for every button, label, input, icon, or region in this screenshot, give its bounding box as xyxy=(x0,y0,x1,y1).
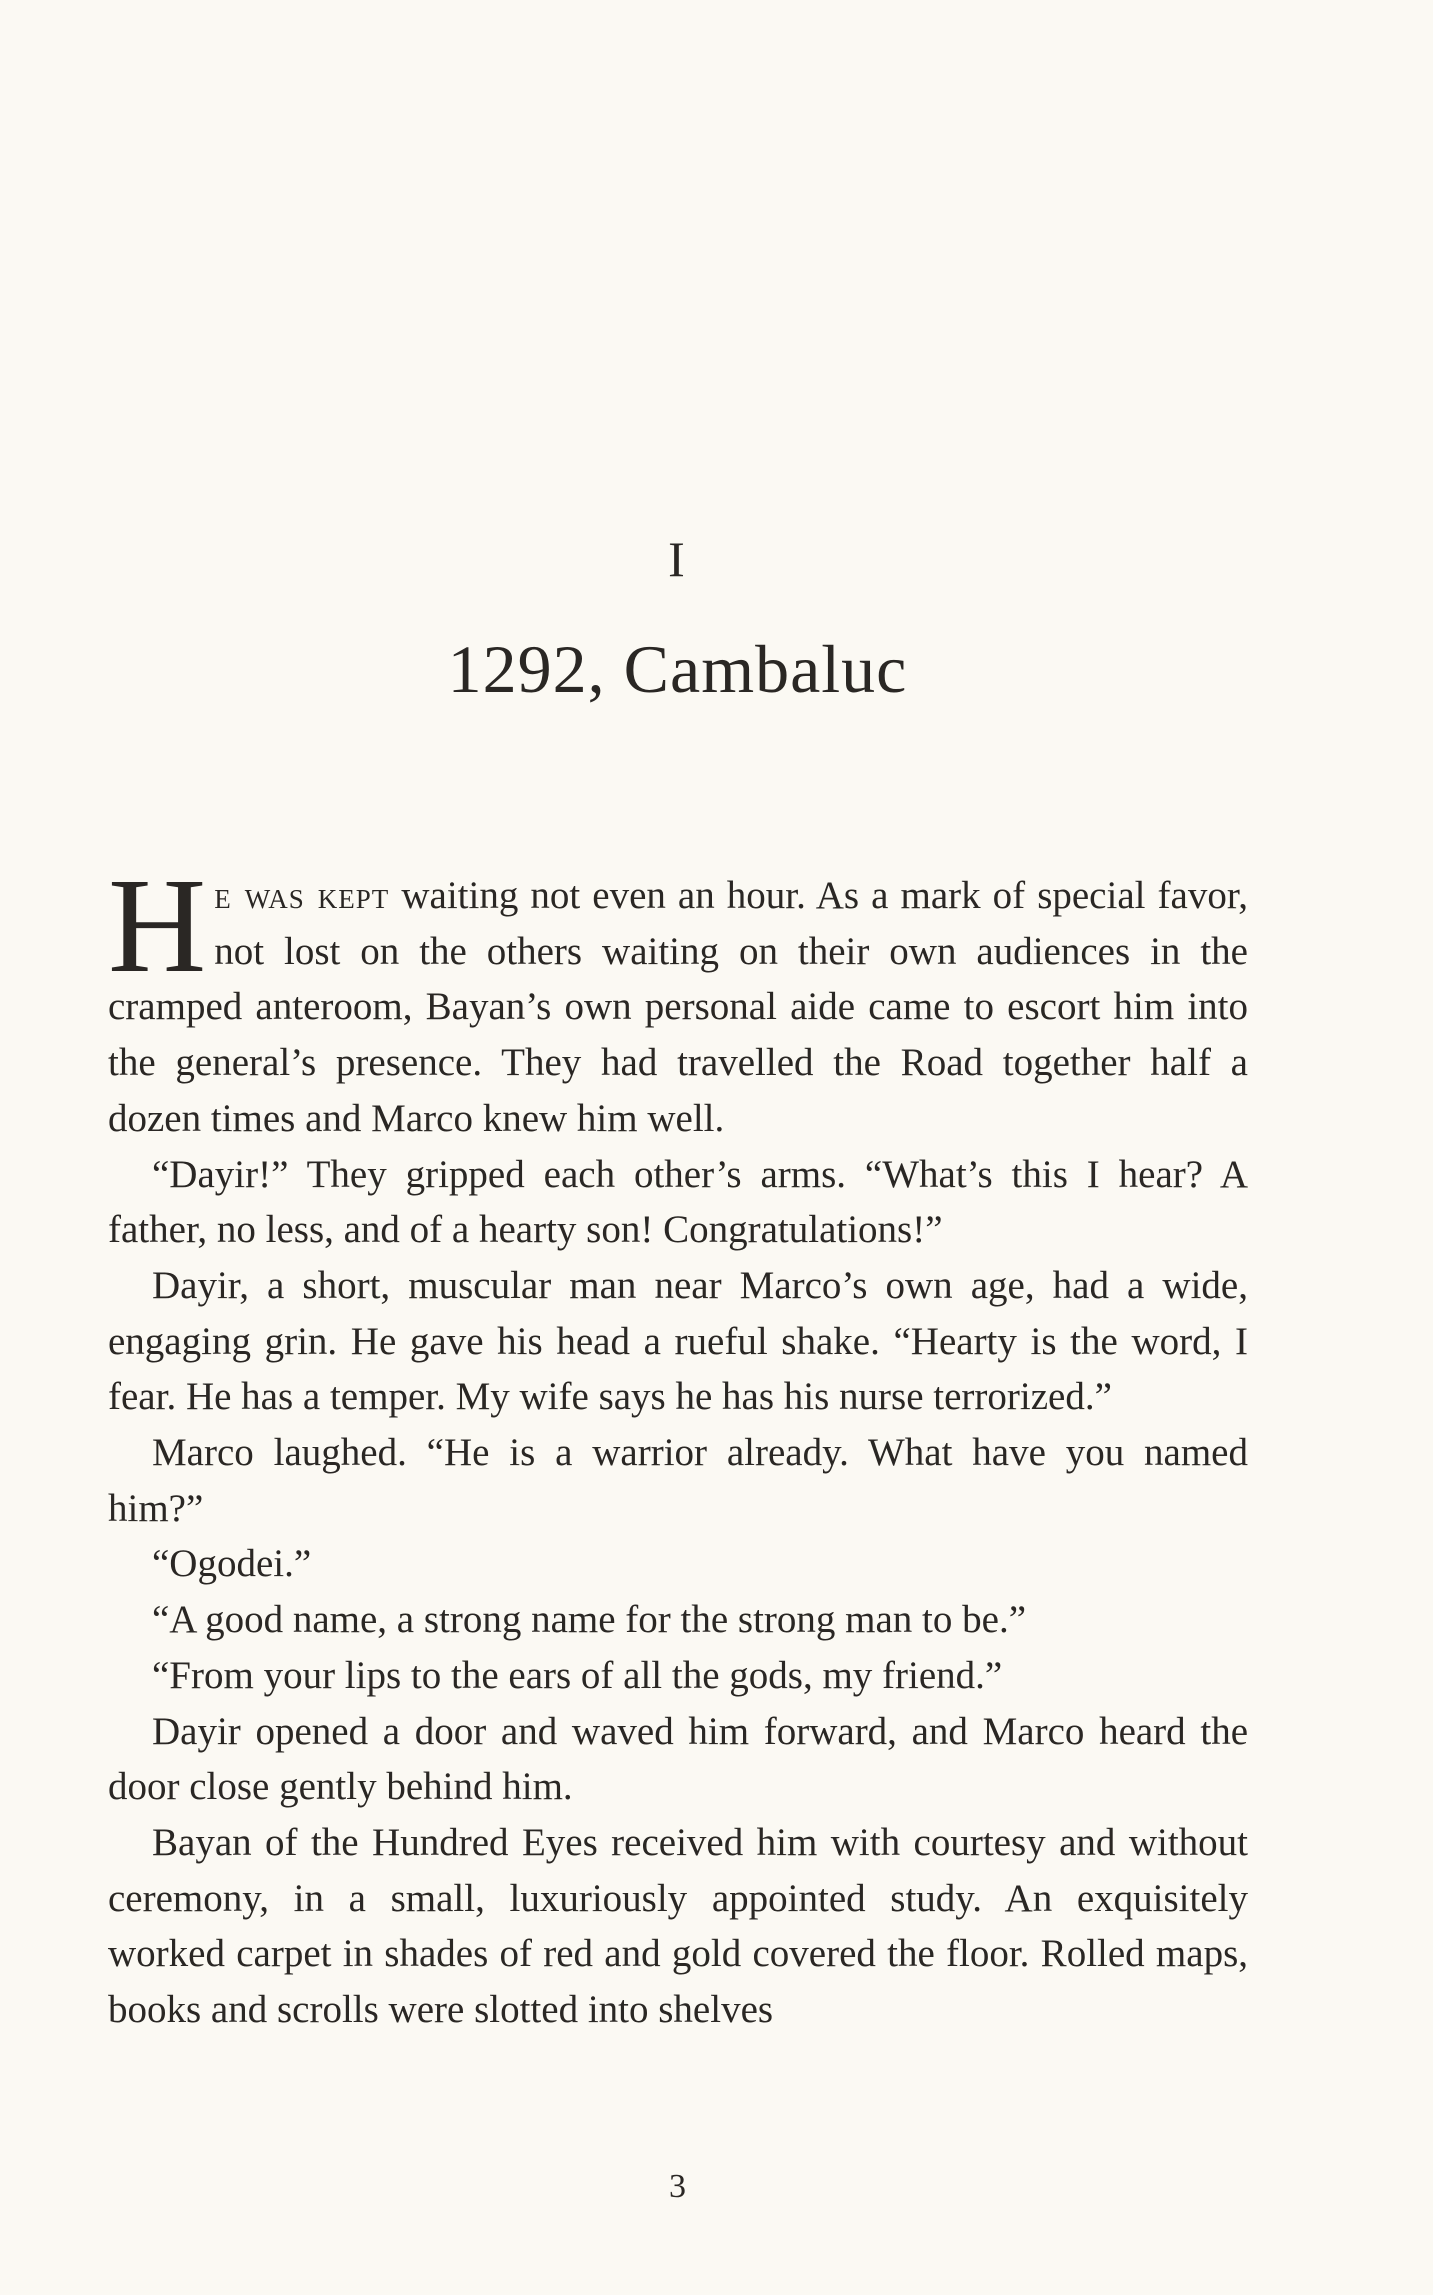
drop-cap: H xyxy=(108,851,207,1001)
page-number: 3 xyxy=(669,2168,686,2205)
body-text xyxy=(108,851,1248,2038)
opening-small-caps: e was kept xyxy=(214,874,390,917)
paragraph-9: Bayan of the Hundred Eyes received him with courtesy and without ceremony, in a small, luxuriously appointed study. An exquisitely worked carpet in shades of red and gold covered the floor. Rolled maps, books and scrolls were slotted into shelves xyxy=(108,1820,1248,2032)
paragraph-7: “From your lips to the ears of all the gods, my friend.” xyxy=(152,1653,1003,1697)
paragraph-1 xyxy=(108,851,1248,1147)
chapter-number: I xyxy=(668,531,687,587)
paragraph-4: Marco laughed. “He is a warrior already. What have you named him?” xyxy=(108,1431,1248,1530)
paragraph-8: Dayir opened a door and waved him forward, and Marco heard the door close gently behind him. xyxy=(108,1709,1248,1809)
paragraph-6: “A good name, a strong name for the strong man to be.” xyxy=(152,1598,1027,1642)
chapter-title: 1292, Cambaluc xyxy=(447,631,908,707)
paragraph-5: “Ogodei.” xyxy=(152,1542,312,1586)
paragraph-2: “Dayir!” They gripped each other’s arms. “What’s this I hear? A father, no less, and of a hearty son! Congratulations!” xyxy=(108,1152,1248,1252)
paragraph-1-text: waiting not even an hour. As a mark of special favor, not lost on the others waiting on their own audiences in the cramped anteroom, Bayan’s own personal aide came to escort him into the general’s presence. They had travelled the Road together half a dozen times and Marco knew him well. xyxy=(108,874,1248,1140)
paragraph-3: Dayir, a short, muscular man near Marco’s own age, had a wide, engaging grin. He gave his head a rueful shake. “Hearty is the word, I fear. He has a temper. My wife says he has his nurse terrorized.” xyxy=(108,1263,1248,1419)
